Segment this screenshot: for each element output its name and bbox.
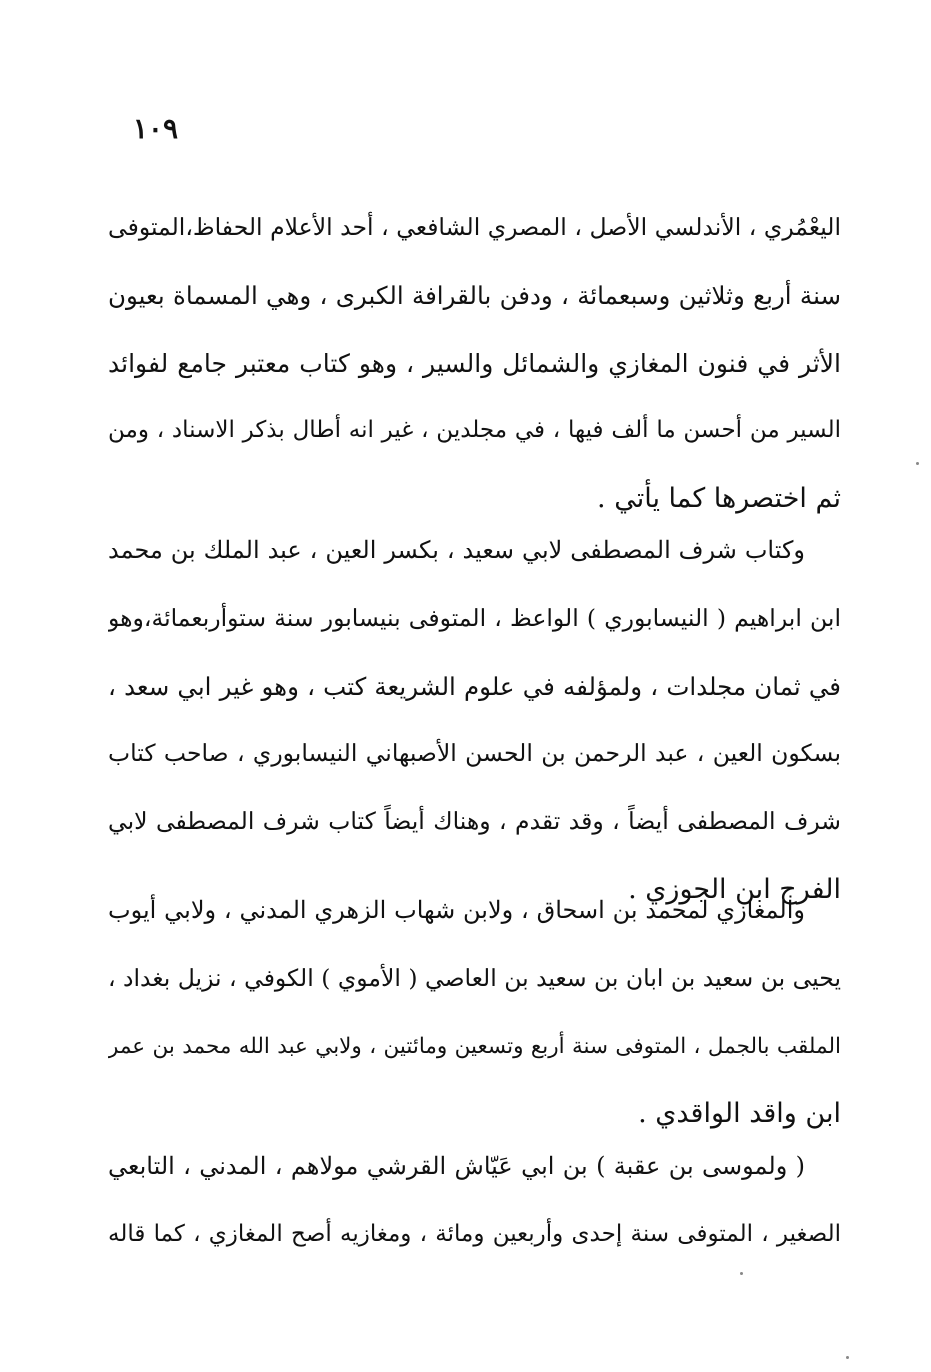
paragraph-3 <box>108 877 841 1148</box>
scan-speck <box>916 462 919 465</box>
text-line: بسكون العين ، عبد الرحمن بن الحسن الأصبهاني النيسابوري ، صاحب كتاب <box>108 739 841 768</box>
text-line: ابن ابراهيم ( النيسابوري ) الواعظ ، المتوفى بنيسابور سنة ستوأربعمائة،وهو <box>108 603 841 632</box>
scan-speck <box>740 1272 743 1275</box>
text-line: السير من أحسن ما ألف فيها ، في مجلدين ، غير انه أطال بذكر الاسناد ، ومن <box>108 417 841 444</box>
text-line: سنة أربع وثلاثين وسبعمائة ، ودفن بالقرافة الكبرى ، وهي المسماة بعيون <box>108 280 841 310</box>
text-line: وكتاب شرف المصطفى لابي سعيد ، بكسر العين ، عبد الملك بن محمد <box>108 536 805 564</box>
text-line: اليعْمُري ، الأندلسي الأصل ، المصري الشافعي ، أحد الأعلام الحفاظ،المتوفى <box>108 213 841 241</box>
text-line: شرف المصطفى أيضاً ، وقد تقدم ، وهناك أيضاً كتاب شرف المصطفى لابي <box>108 807 841 836</box>
paragraph-2 <box>108 517 841 924</box>
text-line: الملقب بالجمل ، المتوفى سنة أربع وتسعين ومائتين ، ولابي عبد الله محمد بن عمر <box>108 1033 841 1059</box>
page-number: ١٠٩ <box>132 112 178 145</box>
text-line: ابن واقد الواقدي . <box>638 1098 841 1130</box>
text-line: الصغير ، المتوفى سنة إحدى وأربعين ومائة ، ومغازيه أصح المغازي ، كما قاله <box>108 1220 841 1247</box>
text-line: ( ولموسى بن عقبة ) بن ابي عَيّاش القرشي مولاهم ، المدني ، التابعي <box>108 1152 805 1180</box>
text-line: ثم اختصرها كما يأتي . <box>597 483 841 515</box>
text-line: والمغازي لمحمد بن اسحاق ، ولابن شهاب الزهري المدني ، ولابي أيوب <box>108 896 805 924</box>
paragraph-1 <box>108 194 841 533</box>
paragraph-4 <box>108 1133 841 1269</box>
text-line: يحيى بن سعيد بن ابان بن سعيد بن العاصي ( الأموي ) الكوفي ، نزيل بغداد ، <box>108 963 841 992</box>
text-line: في ثمان مجلدات ، ولمؤلفه في علوم الشريعة كتب ، وهو غير ابي سعد ، <box>108 671 841 701</box>
scan-speck <box>846 1356 849 1359</box>
text-line: الأثر في فنون المغازي والشمائل والسير ، وهو كتاب معتبر جامع لفوائد <box>108 348 841 378</box>
text-line: الفرج ابن الجوزي . <box>628 873 841 905</box>
